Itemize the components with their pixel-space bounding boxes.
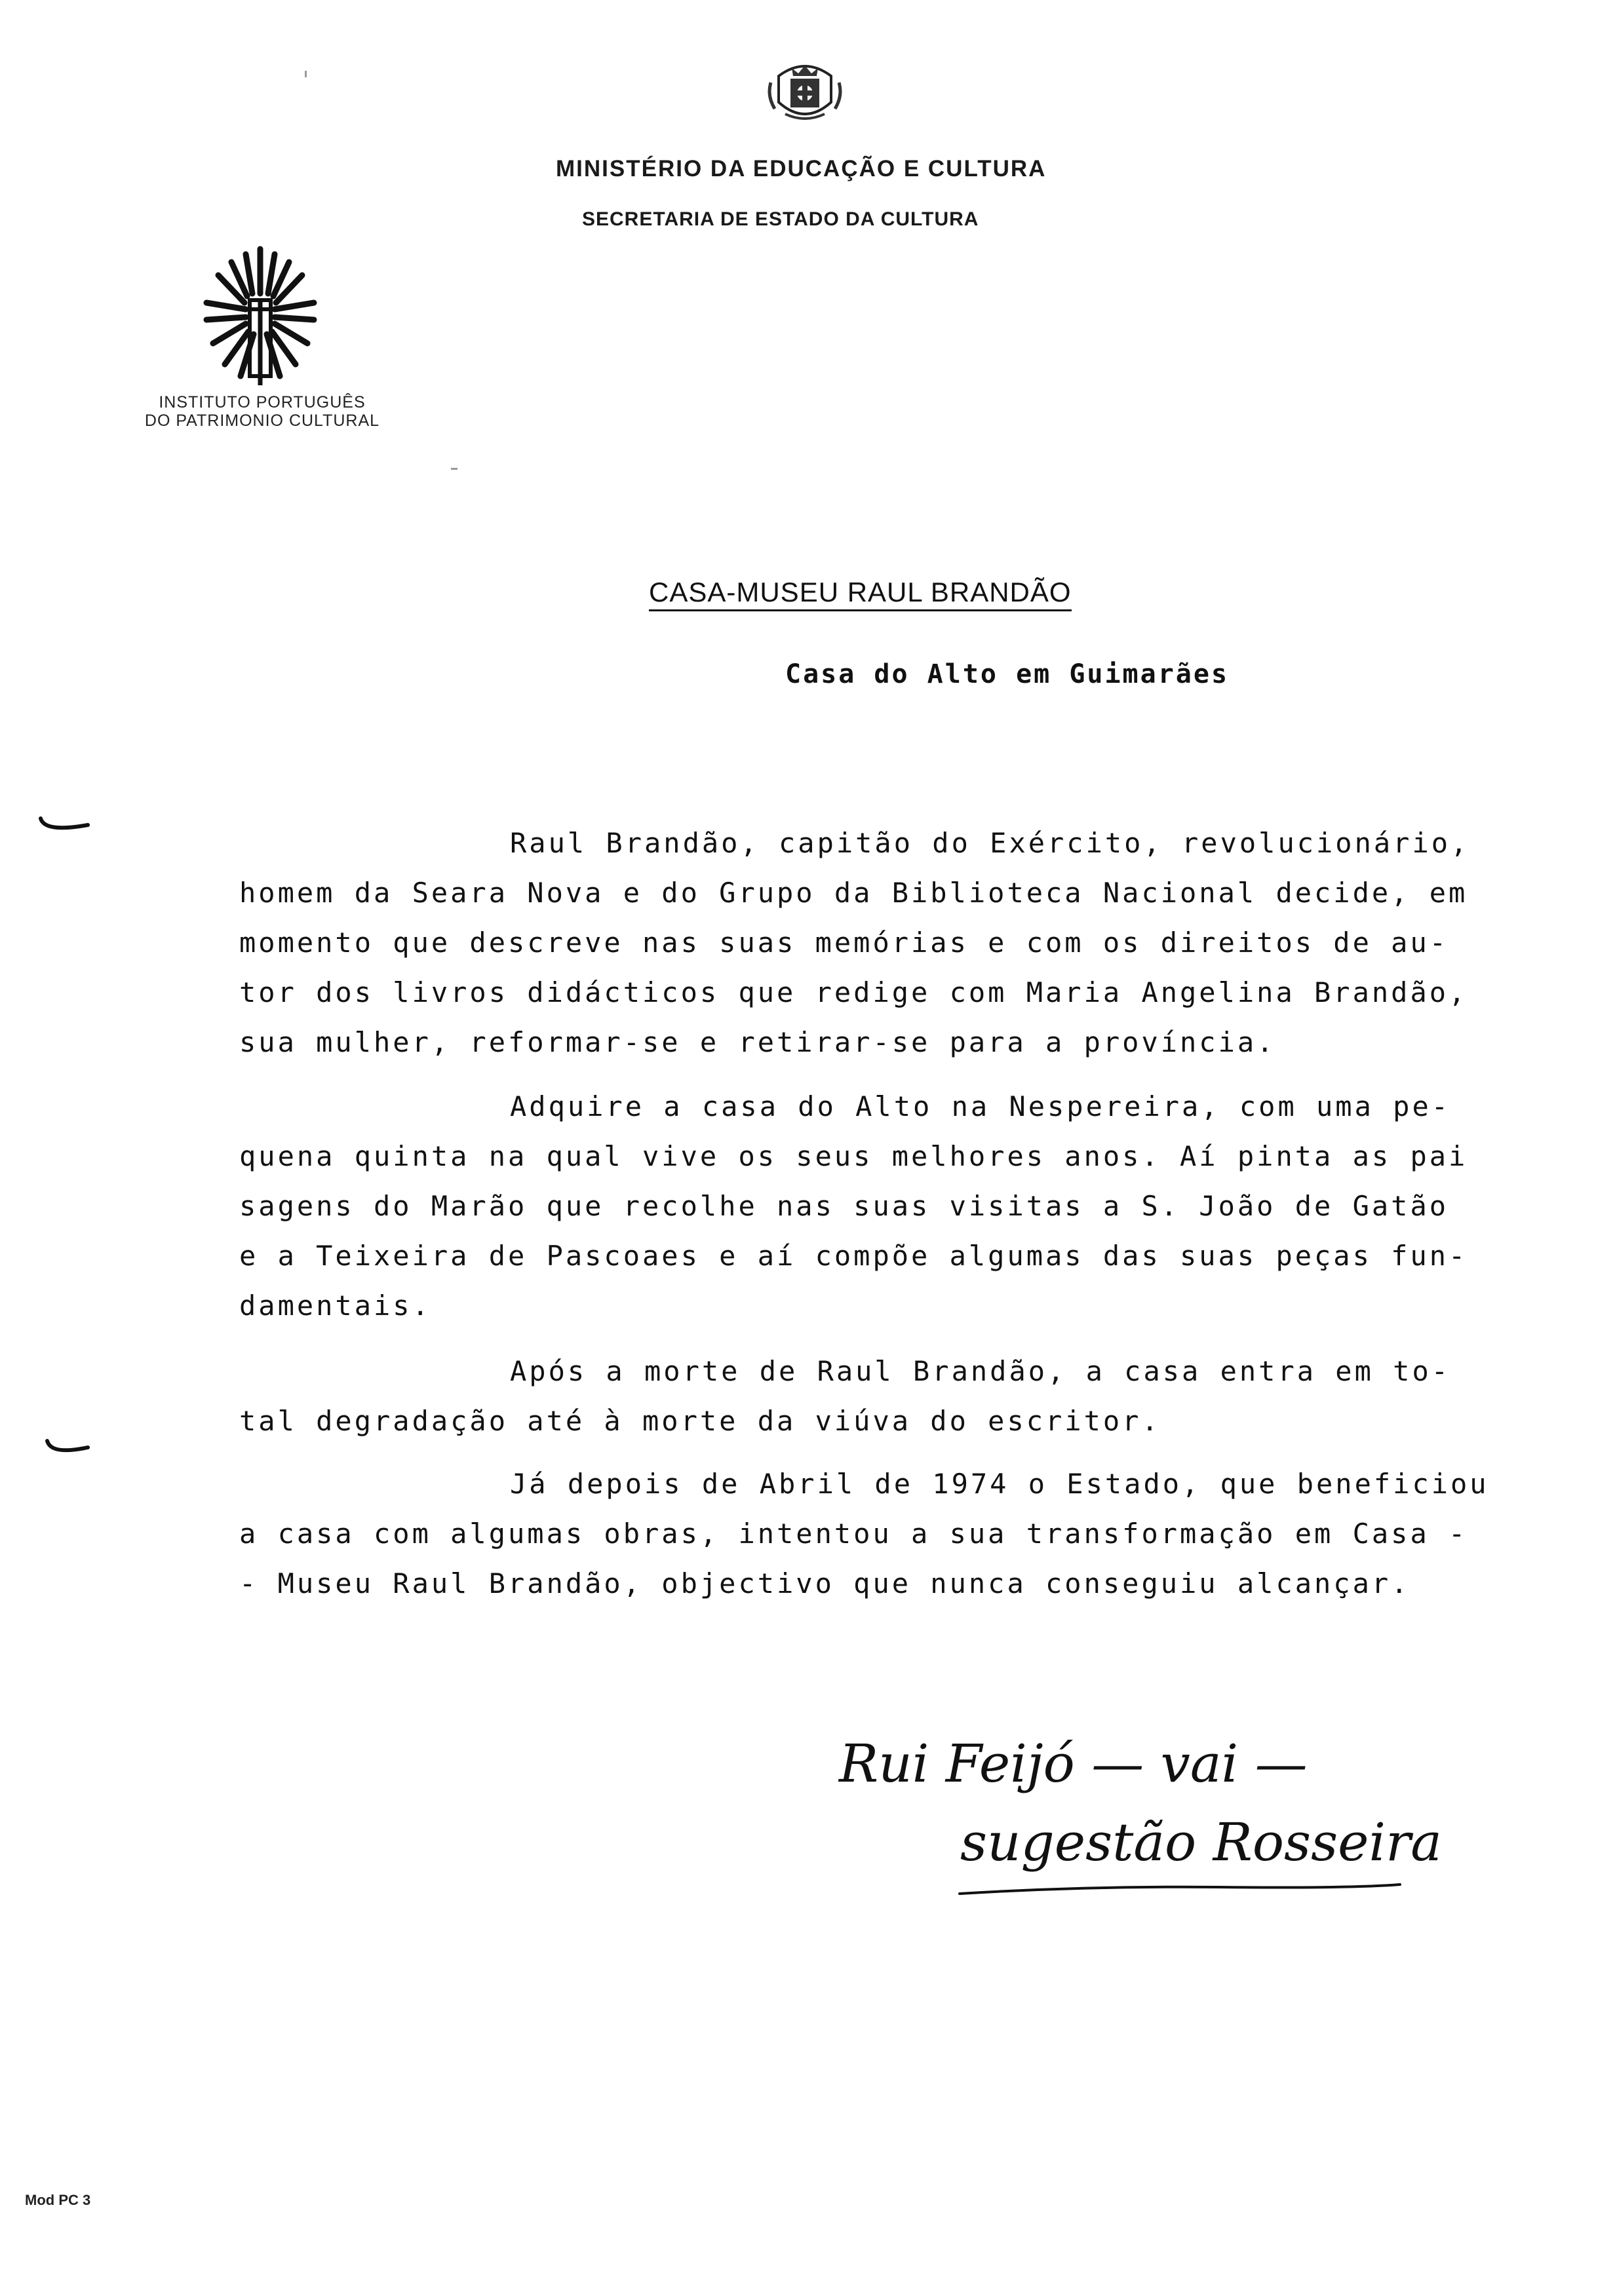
text-line: sagens do Marão que recolhe nas suas visitas a S. João de Gatão <box>239 1190 1449 1222</box>
text-line: Após a morte de Raul Brandão, a casa entra em to- <box>510 1355 1451 1387</box>
text-line: quena quinta na qual vive os seus melhores anos. Aí pinta as pai <box>239 1140 1468 1172</box>
handwritten-note-line1: Rui Feijó — vai — <box>839 1733 1308 1794</box>
handwritten-note-line2: sugestão Rosseira <box>960 1812 1442 1873</box>
secretaria-heading: SECRETARIA DE ESTADO DA CULTURA <box>582 208 979 230</box>
ministry-heading: MINISTÉRIO DA EDUCAÇÃO E CULTURA <box>556 156 1047 182</box>
ippc-logo-icon <box>193 236 328 393</box>
text-line: tal degradação até à morte da viúva do escritor. <box>239 1405 1161 1437</box>
text-line: Adquire a casa do Alto na Nespereira, com uma pe- <box>510 1090 1451 1122</box>
text-line: - Museu Raul Brandão, objectivo que nunca conseguiu alcançar. <box>239 1567 1411 1599</box>
text-line: sua mulher, reformar-se e retirar-se para a província. <box>239 1026 1276 1058</box>
form-code: Mod PC 3 <box>25 2192 91 2208</box>
text-line: momento que descreve nas suas memórias e com os direitos de au- <box>239 927 1449 959</box>
institute-name-line2: DO PATRIMONIO CULTURAL <box>144 411 380 430</box>
coat-of-arms-icon <box>766 63 844 126</box>
text-line: e a Teixeira de Pascoaes e aí compõe algumas das suas peças fun- <box>239 1240 1468 1272</box>
text-line: tor dos livros didácticos que redige com Maria Angelina Brandão, <box>239 976 1468 1008</box>
document-title: CASA-MUSEU RAUL BRANDÃO <box>649 577 1072 611</box>
text-line: homem da Seara Nova e do Grupo da Biblioteca Nacional decide, em <box>239 877 1468 909</box>
margin-mark-icon <box>45 1438 97 1458</box>
document-subtitle: Casa do Alto em Guimarães <box>785 659 1230 689</box>
margin-mark-icon <box>38 816 90 835</box>
institute-name-line1: INSTITUTO PORTUGUÊS <box>159 393 366 411</box>
institute-name <box>118 393 406 430</box>
text-line: damentais. <box>239 1290 431 1322</box>
text-line: a casa com algumas obras, intentou a sua transformação em Casa - <box>239 1518 1468 1550</box>
handwritten-underline <box>957 1879 1403 1899</box>
text-line: Raul Brandão, capitão do Exército, revolucionário, <box>510 827 1470 859</box>
text-line: Já depois de Abril de 1974 o Estado, que beneficiou <box>510 1468 1489 1500</box>
